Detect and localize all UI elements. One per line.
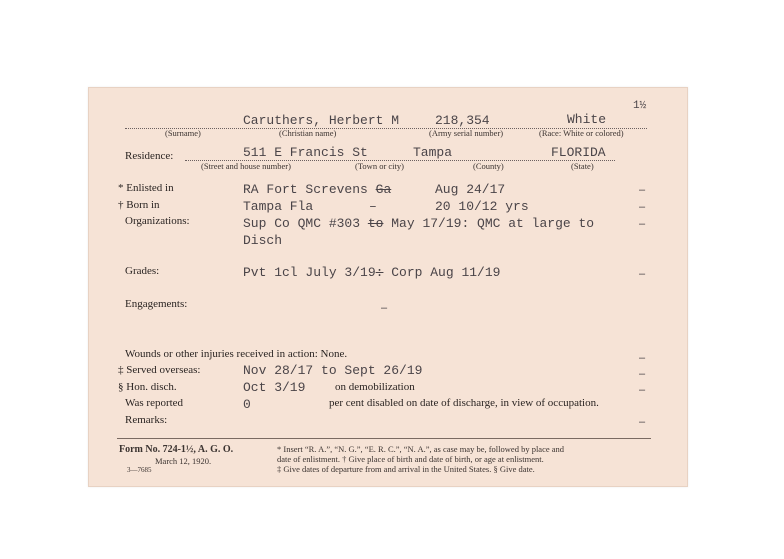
served-overseas-dash: – bbox=[639, 368, 646, 380]
grades-value: Pvt 1cl July 3/19: Corp Aug 11/19 bbox=[243, 265, 501, 280]
engagements-label: Engagements: bbox=[125, 298, 188, 310]
surname-caption: (Surname) bbox=[165, 128, 201, 138]
born-dash: – bbox=[639, 201, 646, 213]
footnote-1: * Insert “R. A.”, “N. G.”, “E. R. C.”, “N. A.”, as case may be, followed by place and bbox=[277, 444, 565, 454]
hon-disch-dash: – bbox=[639, 384, 646, 396]
town-caption: (Town or city) bbox=[355, 161, 404, 171]
hon-disch-value: Oct 3/19 bbox=[243, 380, 306, 395]
footer-rule bbox=[117, 438, 651, 439]
organizations-dash: – bbox=[639, 218, 646, 230]
born-label: † Born in bbox=[118, 199, 160, 211]
enlistment-card bbox=[88, 87, 688, 487]
organizations-label: Organizations: bbox=[125, 215, 190, 227]
county-caption: (County) bbox=[473, 161, 504, 171]
enlisted-label: * Enlisted in bbox=[118, 182, 174, 194]
footnote-3: ‡ Give dates of departure from and arrival in the United States. § Give date. bbox=[277, 464, 535, 474]
residence-label: Residence: bbox=[125, 150, 174, 162]
state-value: FLORIDA bbox=[551, 145, 606, 160]
street-value: 511 E Francis St bbox=[243, 145, 368, 160]
was-reported-label: Was reported bbox=[125, 397, 184, 409]
race-caption: (Race: White or colored) bbox=[539, 128, 624, 138]
remarks-label: Remarks: bbox=[125, 414, 168, 426]
town-value: Tampa bbox=[413, 145, 453, 160]
enlisted-place-value: RA Fort Screvens Ga bbox=[243, 182, 392, 197]
serial-number-value: 218,354 bbox=[435, 113, 490, 128]
was-reported-value: 0 bbox=[243, 397, 251, 412]
card-number: 1½ bbox=[633, 100, 647, 112]
serial-caption: (Army serial number) bbox=[429, 128, 504, 138]
served-overseas-value: Nov 28/17 to Sept 26/19 bbox=[243, 363, 423, 378]
street-caption: (Street and house number) bbox=[201, 161, 291, 171]
state-caption: (State) bbox=[571, 161, 594, 171]
disability-text: per cent disabled on date of discharge, in view of occupation. bbox=[329, 397, 599, 409]
remarks-dash: – bbox=[639, 416, 646, 428]
form-date: March 12, 1920. bbox=[155, 456, 212, 466]
born-age-value: 20 10/12 yrs bbox=[435, 199, 529, 214]
name-value: Caruthers, Herbert M bbox=[243, 113, 400, 128]
on-demobilization-text: on demobilization bbox=[335, 381, 415, 393]
print-code: 3—7685 bbox=[127, 466, 152, 474]
organizations-line1: Sup Co QMC #303 to May 17/19: QMC at large to bbox=[243, 216, 595, 231]
born-place-value: Tampa Fla bbox=[243, 199, 314, 214]
grades-dash: – bbox=[639, 268, 646, 280]
enlisted-dash: – bbox=[639, 184, 646, 196]
served-overseas-label: ‡ Served overseas: bbox=[118, 364, 201, 376]
organizations-line2: Disch bbox=[243, 233, 283, 248]
race-value: White bbox=[567, 112, 607, 127]
born-separator: – bbox=[369, 199, 377, 214]
grades-label: Grades: bbox=[125, 265, 160, 277]
wounds-label: Wounds or other injuries received in action: None. bbox=[125, 348, 348, 360]
engagements-dash: – bbox=[381, 302, 388, 314]
wounds-dash: – bbox=[639, 352, 646, 364]
christian-name-caption: (Christian name) bbox=[279, 128, 337, 138]
footnote-2: date of enlistment. † Give place of birth and date of birth, or age at enlistment. bbox=[277, 454, 544, 464]
form-number: Form No. 724-1½, A. G. O. bbox=[119, 444, 234, 455]
enlisted-date-value: Aug 24/17 bbox=[435, 182, 506, 197]
hon-disch-label: § Hon. disch. bbox=[118, 381, 177, 393]
